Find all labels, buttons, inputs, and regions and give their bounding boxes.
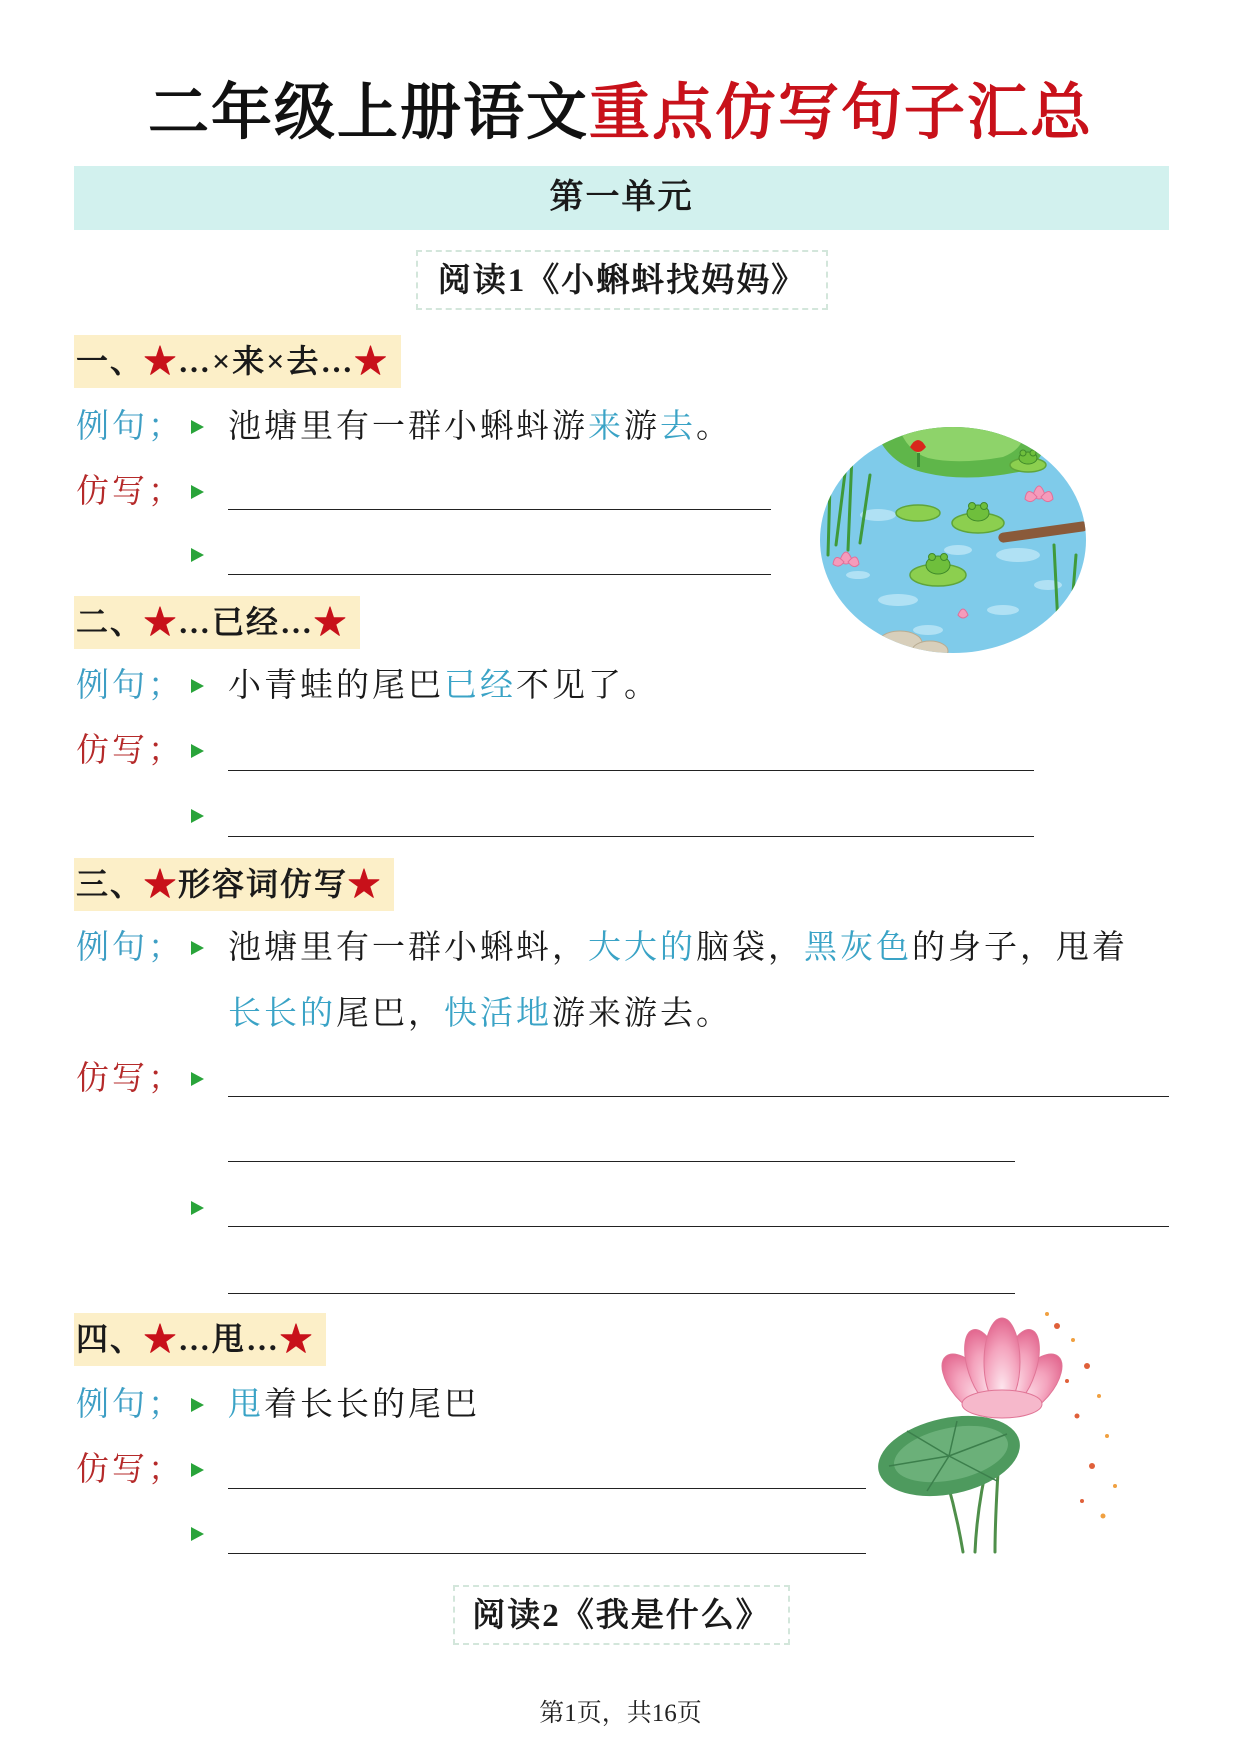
green-triangle-bullet-icon — [191, 1463, 204, 1477]
blank-answer-line — [228, 1488, 866, 1489]
blank-answer-line — [228, 1293, 1015, 1294]
sentence-segment: 的身子，甩着 — [912, 930, 1128, 966]
page-footer: 第1页，共16页 — [539, 1700, 702, 1727]
star-icon: ★ — [144, 604, 179, 640]
lotus-flower-illustration — [877, 1306, 1127, 1554]
section-pattern: …甩… — [178, 1321, 281, 1357]
blank-answer-line — [228, 836, 1034, 837]
imitate-label: 仿写； — [76, 1452, 184, 1488]
imitate-label: 仿写； — [76, 474, 184, 510]
sentence-segment: 快活地 — [444, 996, 552, 1032]
example-label: 例句； — [76, 930, 184, 966]
green-triangle-bullet-icon — [191, 941, 204, 955]
sentence-segment: 小青蛙的尾巴 — [228, 668, 444, 704]
star-icon: ★ — [280, 1321, 315, 1357]
blank-answer-line — [228, 770, 1034, 771]
star-icon: ★ — [144, 866, 179, 902]
section-heading-2 — [74, 596, 360, 649]
blank-answer-line — [228, 1226, 1169, 1227]
sentence-segment: 池塘里有一群小蝌蚪游 — [228, 409, 588, 445]
sentence-segment: 甩 — [228, 1387, 264, 1423]
imitate-label: 仿写； — [76, 1061, 184, 1097]
example-sentence — [228, 405, 732, 449]
sentence-segment: 池塘里有一群小蝌蚪， — [228, 930, 588, 966]
example-sentence — [228, 1383, 480, 1427]
sentence-segment: 大大的 — [588, 930, 696, 966]
green-triangle-bullet-icon — [191, 420, 204, 434]
blank-answer-line — [228, 509, 771, 510]
star-icon: ★ — [144, 343, 179, 379]
green-triangle-bullet-icon — [191, 1072, 204, 1086]
blank-answer-line — [228, 1553, 866, 1554]
blank-answer-line — [228, 1161, 1015, 1162]
imitate-row — [0, 1057, 1241, 1101]
section-heading-3 — [74, 858, 394, 911]
green-triangle-bullet-icon — [191, 485, 204, 499]
section-number: 三、 — [76, 866, 145, 902]
section-number: 一、 — [76, 343, 145, 379]
star-icon: ★ — [348, 866, 383, 902]
example-sentence-line-1 — [228, 926, 1128, 970]
star-icon: ★ — [144, 1321, 179, 1357]
example-row-continued — [0, 992, 1241, 1036]
page-title — [0, 68, 1241, 158]
imitate-row — [0, 729, 1241, 773]
green-triangle-bullet-icon — [191, 679, 204, 693]
green-triangle-bullet-icon — [191, 1398, 204, 1412]
section-number: 四、 — [76, 1321, 145, 1357]
sentence-segment: 脑袋， — [696, 930, 804, 966]
sentence-segment: 已经 — [444, 668, 516, 704]
imitate-row — [0, 1186, 1241, 1230]
sentence-segment: 不见了。 — [516, 668, 660, 704]
section-pattern: …×来×去… — [178, 343, 355, 379]
title-black-part: 二年级上册语文 — [147, 77, 589, 148]
sentence-segment: 黑灰色 — [804, 930, 912, 966]
example-sentence — [228, 664, 660, 708]
decorative-dots — [1045, 1312, 1117, 1519]
green-triangle-bullet-icon — [191, 744, 204, 758]
example-sentence-line-2 — [228, 992, 732, 1036]
reading-title-1: 阅读1《小蝌蚪找妈妈》 — [416, 250, 828, 310]
unit-banner: 第一单元 — [74, 166, 1169, 230]
title-red-part: 重点仿写句子汇总 — [589, 77, 1094, 148]
blank-answer-line — [228, 1096, 1169, 1097]
sentence-segment: 长长的 — [228, 996, 336, 1032]
example-row — [0, 664, 1241, 708]
section-heading-1 — [74, 335, 401, 388]
sentence-segment: 着长长的尾巴 — [264, 1387, 480, 1423]
imitate-label: 仿写； — [76, 733, 184, 769]
tadpole-pond-illustration — [818, 425, 1088, 655]
lotus-petals — [932, 1318, 1072, 1423]
star-icon: ★ — [354, 343, 389, 379]
imitate-row — [0, 794, 1241, 838]
reading-title-2: 阅读2《我是什么》 — [453, 1585, 790, 1645]
green-triangle-bullet-icon — [191, 1201, 204, 1215]
section-number: 二、 — [76, 604, 145, 640]
sentence-segment: 。 — [696, 409, 732, 445]
example-label: 例句； — [76, 1387, 184, 1423]
sentence-segment: 游来游去。 — [552, 996, 732, 1032]
green-triangle-bullet-icon — [191, 809, 204, 823]
section-pattern: 形容词仿写 — [178, 866, 349, 902]
green-triangle-bullet-icon — [191, 548, 204, 562]
example-row — [0, 926, 1241, 970]
lotus-leaf — [877, 1404, 1027, 1508]
blank-answer-line — [228, 574, 771, 575]
section-pattern: …已经… — [178, 604, 315, 640]
example-label: 例句； — [76, 409, 184, 445]
green-triangle-bullet-icon — [191, 1527, 204, 1541]
sentence-segment: 去 — [660, 409, 696, 445]
example-label: 例句； — [76, 668, 184, 704]
section-heading-4 — [74, 1313, 326, 1366]
sentence-segment: 尾巴， — [336, 996, 444, 1032]
sentence-segment: 游 — [624, 409, 660, 445]
sentence-segment: 来 — [588, 409, 624, 445]
star-icon: ★ — [314, 604, 349, 640]
